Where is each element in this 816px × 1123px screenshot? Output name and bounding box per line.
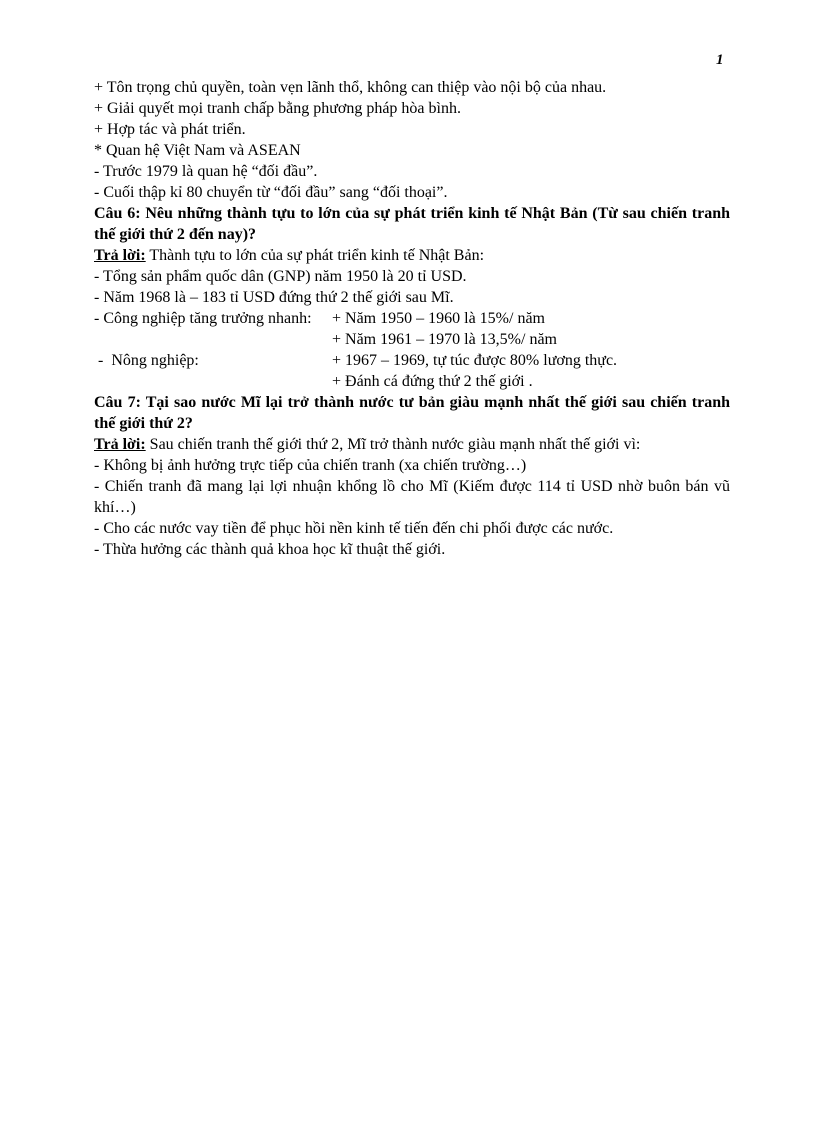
document-body — [94, 77, 730, 560]
row-label: - Nông nghiệp: — [94, 352, 199, 369]
row-value: + Năm 1950 – 1960 là 15%/ năm — [332, 310, 545, 327]
text-line: + Tôn trọng chủ quyền, toàn vẹn lãnh thổ, không can thiệp vào nội bộ của nhau. — [94, 79, 607, 96]
table-row — [94, 350, 730, 371]
text-line: - Trước 1979 là quan hệ “đối đầu”. — [94, 163, 318, 180]
answer-intro-text: Thành tựu to lớn của sự phát triển kinh tế Nhật Bản: — [145, 247, 485, 264]
question-6: Câu 6: Nêu những thành tựu to lớn của sự phát triển kinh tế Nhật Bản (Từ sau chiến tranh thế giới thứ 2 đến nay)? — [94, 205, 730, 243]
list-item: - Thừa hưởng các thành quả khoa học kĩ thuật thế giới. — [94, 541, 446, 558]
list-item: - Tổng sản phẩm quốc dân (GNP) năm 1950 là 20 tỉ USD. — [94, 268, 467, 285]
text-line: - Cuối thập kỉ 80 chuyển từ “đối đầu” sang “đối thoại”. — [94, 184, 448, 201]
text-line: + Hợp tác và phát triển. — [94, 121, 246, 138]
answer-label: Trả lời: — [94, 247, 146, 264]
list-item: - Chiến tranh đã mang lại lợi nhuận khổng lồ cho Mĩ (Kiếm được 114 tỉ USD nhờ buôn bán vũ khí…) — [94, 478, 730, 516]
answer-6-intro — [94, 245, 730, 266]
row-label: - Công nghiệp tăng trưởng nhanh: — [94, 310, 312, 327]
row-label — [94, 329, 332, 350]
table-row — [94, 371, 730, 392]
table-row — [94, 308, 730, 329]
question-7: Câu 7: Tại sao nước Mĩ lại trở thành nước tư bản giàu mạnh nhất thế giới sau chiến tranh thế giới thứ 2? — [94, 394, 730, 432]
section-heading: * Quan hệ Việt Nam và ASEAN — [94, 142, 301, 159]
list-item: - Cho các nước vay tiền để phục hồi nền kinh tế tiến đến chi phối được các nước. — [94, 520, 614, 537]
table-row — [94, 329, 730, 350]
row-value: + Năm 1961 – 1970 là 13,5%/ năm — [332, 331, 557, 348]
list-item: - Năm 1968 là – 183 tỉ USD đứng thứ 2 thế giới sau Mĩ. — [94, 289, 454, 306]
answer-label: Trả lời: — [94, 436, 146, 453]
text-line: + Giải quyết mọi tranh chấp bằng phương pháp hòa bình. — [94, 100, 461, 117]
row-value: + Đánh cá đứng thứ 2 thế giới . — [332, 373, 533, 390]
list-item: - Không bị ảnh hưởng trực tiếp của chiến tranh (xa chiến trường…) — [94, 457, 527, 474]
answer-7-intro — [94, 434, 730, 455]
page-number: 1 — [716, 52, 724, 68]
answer-intro-text: Sau chiến tranh thế giới thứ 2, Mĩ trở thành nước giàu mạnh nhất thế giới vì: — [145, 436, 641, 453]
row-value: + 1967 – 1969, tự túc được 80% lương thực. — [332, 352, 618, 369]
row-label — [94, 371, 332, 392]
